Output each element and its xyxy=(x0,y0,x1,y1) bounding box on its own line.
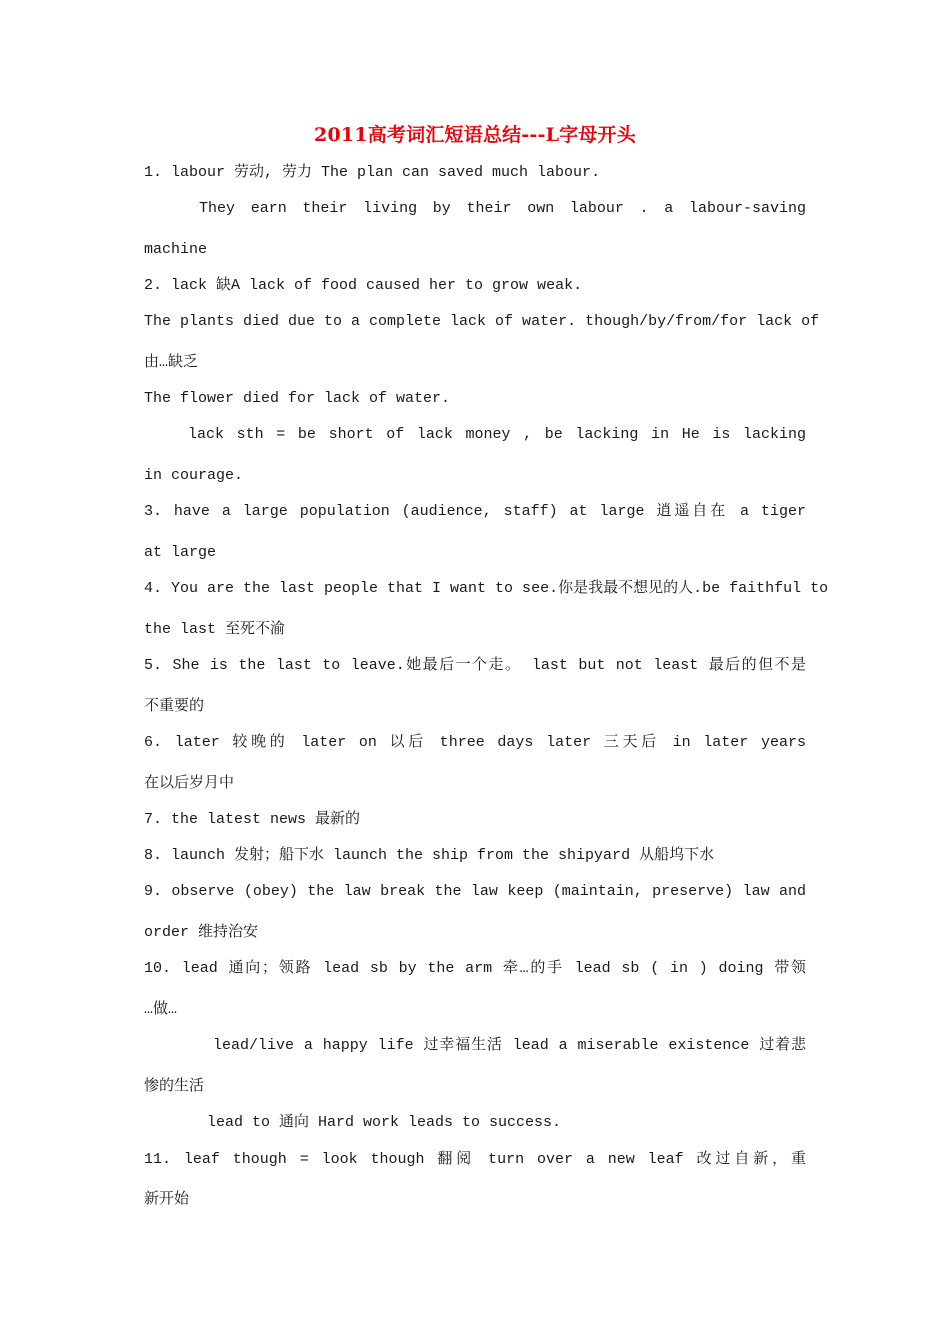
entry-line: lead/live a happy life 过幸福生活 lead a miserable existence 过着悲 xyxy=(213,1037,806,1054)
entry-line: 10. lead 通向；领路 lead sb by the arm 牵…的手 lead sb ( in ) doing 带领 xyxy=(144,960,806,977)
entry-line: in courage. xyxy=(144,467,244,484)
entry-line: 5. She is the last to leave.她最后一个走。 last but not least 最后的但不是 xyxy=(144,657,806,674)
entry-line: lead to 通向 Hard work leads to success. xyxy=(207,1114,562,1131)
entry-line: lack sth = be short of lack money , be lacking in He is lacking xyxy=(188,426,806,443)
entry-line: …做… xyxy=(144,1001,178,1018)
entry-line: order 维持治安 xyxy=(144,924,259,941)
entry-line: machine xyxy=(144,241,208,258)
entry-line: 9. observe (obey) the law break the law keep (maintain, preserve) law and xyxy=(144,883,806,900)
entry-line: 4. You are the last people that I want to see.你是我最不想见的人.be faithful to xyxy=(144,580,829,597)
entry-line: 在以后岁月中 xyxy=(144,775,235,792)
entry-line: 由…缺乏 xyxy=(144,354,199,371)
page-title: 2011高考词汇短语总结---L字母开头 xyxy=(314,124,636,146)
entry-line: 11. leaf though = look though 翻阅 turn over a new leaf 改过自新，重 xyxy=(144,1151,806,1168)
entry-line: 8. launch 发射；船下水 launch the ship from the shipyard 从船坞下水 xyxy=(144,847,715,864)
entry-line: 7. the latest news 最新的 xyxy=(144,811,361,828)
entry-line: The plants died due to a complete lack of water. though/by/from/for lack of xyxy=(144,313,820,330)
entry-line: They earn their living by their own labour . a labour-saving xyxy=(199,200,806,217)
entry-line: The flower died for lack of water. xyxy=(144,390,451,407)
entry-line: 不重要的 xyxy=(144,698,205,715)
entry-line: 2. lack 缺A lack of food caused her to grow weak. xyxy=(144,277,583,294)
entry-line: 新开始 xyxy=(144,1191,190,1208)
entry-line: 3. have a large population (audience, staff) at large 逍遥自在 a tiger xyxy=(144,503,806,520)
entry-line: 惨的生活 xyxy=(144,1078,205,1095)
entry-line: 1. labour 劳动, 劳力 The plan can saved much labour. xyxy=(144,164,601,181)
entry-line: at large xyxy=(144,544,217,561)
entry-line: the last 至死不渝 xyxy=(144,621,286,638)
entry-line: 6. later 较晚的 later on 以后 three days later 三天后 in later years xyxy=(144,734,806,751)
